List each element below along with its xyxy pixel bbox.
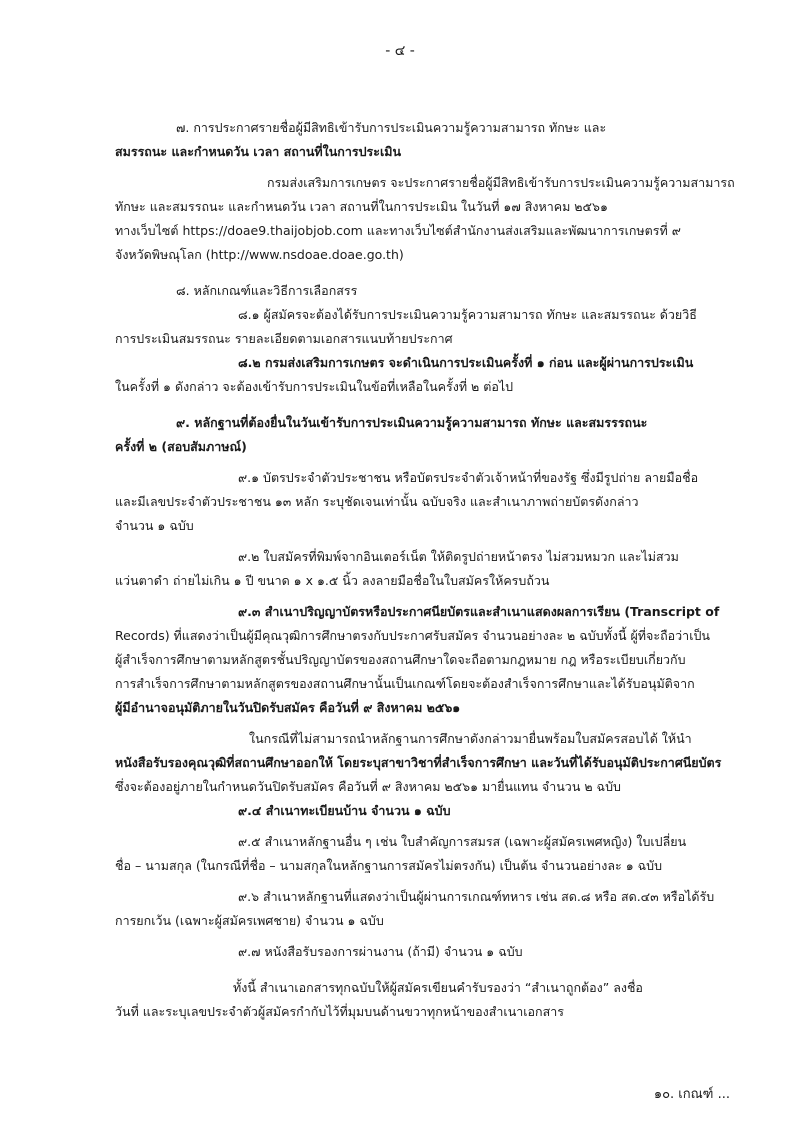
section-7-text: กรมส่งเสริมการเกษตร จะประกาศรายชื่อผู้มีสิทธิเข้ารับการประเมินความรู้ความสามารถ	[267, 175, 735, 190]
section-7-heading: ๗. การประกาศรายชื่อผู้มีสิทธิเข้ารับการประเมินความรู้ความสามารถ ทักษะ และ	[176, 120, 607, 135]
item-9-6: ๙.๖ สำเนาหลักฐานที่แสดงว่าเป็นผู้ผ่านการเกณฑ์ทหาร เช่น สด.๘ หรือ สด.๔๓ หรือได้รับ	[238, 889, 715, 904]
item-9-3-cont: Records) ที่แสดงว่าเป็นผู้มีคุณวุฒิการศึกษาตรงกับประกาศรับสมัคร จำนวนอย่างละ ๒ ฉบับทั้งนี้ ผู้ที่จะถือว่าเป็น	[115, 628, 710, 643]
item-9-5-cont: ชื่อ – นามสกุล (ในกรณีที่ชื่อ – นามสกุลในหลักฐานการสมัครไม่ตรงกัน) เป็นต้น จำนวนอย่างละ ๑ ฉบับ	[115, 858, 662, 873]
item-8-2: ๘.๒ กรมส่งเสริมการเกษตร จะดำเนินการประเมินครั้งที่ ๑ ก่อน และผู้ผ่านการประเมิน	[238, 355, 694, 370]
section-9-heading-cont: ครั้งที่ ๒ (สอบสัมภาษณ์)	[115, 439, 247, 454]
item-9-3-note-cont: หนังสือรับรองคุณวุฒิที่สถานศึกษาออกให้ โดยระบุสาขาวิชาที่สำเร็จการศึกษา และวันที่ได้รับอนุมัติประกาศนียบัตร	[115, 755, 722, 770]
section-9-heading: ๙. หลักฐานที่ต้องยื่นในวันเข้ารับการประเมินความรู้ความสามารถ ทักษะ และสมรรรถนะ	[176, 415, 648, 430]
item-9-1-cont: และมีเลขประจำตัวประชาชน ๑๓ หลัก ระบุชัดเจนเท่านั้น ฉบับจริง และสำเนาภาพถ่ายบัตรดังกล่าว	[115, 494, 639, 509]
section-7-text: ทางเว็บไซต์ https://doae9.thaijobjob.com และทางเว็บไซต์สำนักงานส่งเสริมและพัฒนาการเกษตรที่ ๙	[115, 223, 681, 238]
item-9-1-cont: จำนวน ๑ ฉบับ	[115, 518, 194, 533]
next-page-footer: ๑๐. เกณฑ์ ...	[653, 1087, 730, 1102]
document-body	[115, 116, 735, 1024]
section-7-text: จังหวัดพิษณุโลก (http://www.nsdoae.doae.go.th)	[115, 247, 404, 262]
page-number: - ๔ -	[385, 43, 415, 59]
item-9-7: ๙.๗ หนังสือรับรองการผ่านงาน (ถ้ามี) จำนวน ๑ ฉบับ	[238, 944, 523, 959]
item-8-1: ๘.๑ ผู้สมัครจะต้องได้รับการประเมินความรู้ความสามารถ ทักษะ และสมรรถนะ ด้วยวิธี	[238, 307, 697, 322]
closing-note: ทั้งนี้ สำเนาเอกสารทุกฉบับให้ผู้สมัครเขียนคำรับรองว่า “สำเนาถูกต้อง” ลงชื่อ	[233, 980, 643, 995]
item-9-6-cont: การยกเว้น (เฉพาะผู้สมัครเพศชาย) จำนวน ๑ ฉบับ	[115, 913, 384, 928]
item-8-1-cont: การประเมินสมรรถนะ รายละเอียดตามเอกสารแนบท้ายประกาศ	[115, 331, 453, 346]
item-9-3-note: ในกรณีที่ไม่สามารถนำหลักฐานการศึกษาดังกล่าวมายื่นพร้อมใบสมัครสอบได้ ให้นำ	[249, 731, 692, 746]
item-9-3-cont: การสำเร็จการศึกษาตามหลักสูตรของสถานศึกษานั้นเป็นเกณฑ์โดยจะต้องสำเร็จการศึกษาและได้รับอนุมัติจาก	[115, 676, 695, 691]
item-9-1: ๙.๑ บัตรประจำตัวประชาชน หรือบัตรประจำตัวเจ้าหน้าที่ของรัฐ ซึ่งมีรูปถ่าย ลายมือชื่อ	[238, 470, 699, 485]
item-9-2-cont: แว่นตาดำ ถ่ายไม่เกิน ๑ ปี ขนาด ๑ x ๑.๕ นิ้ว ลงลายมือชื่อในใบสมัครให้ครบถ้วน	[115, 573, 550, 588]
item-9-3: ๙.๓ สำเนาปริญญาบัตรหรือประกาศนียบัตรและสำเนาแสดงผลการเรียน (Transcript of	[238, 604, 720, 619]
item-9-5: ๙.๕ สำเนาหลักฐานอื่น ๆ เช่น ใบสำคัญการสมรส (เฉพาะผู้สมัครเพศหญิง) ใบเปลี่ยน	[238, 834, 687, 849]
item-9-3-cont: ผู้สำเร็จการศึกษาตามหลักสูตรชั้นปริญญาบัตรของสถานศึกษาใดจะถือตามกฎหมาย กฎ หรือระเบียบเกี่ยวกับ	[115, 652, 686, 667]
item-9-3-note-cont: ซึ่งจะต้องอยู่ภายในกำหนดวันปิดรับสมัคร คือวันที่ ๙ สิงหาคม ๒๕๖๑ มายื่นแทน จำนวน ๒ ฉบับ	[115, 779, 621, 794]
section-8-heading: ๘. หลักเกณฑ์และวิธีการเลือกสรร	[176, 283, 358, 298]
closing-note-cont: วันที่ และระบุเลขประจำตัวผู้สมัครกำกับไว้ที่มุมบนด้านขวาทุกหน้าของสำเนาเอกสาร	[115, 1004, 564, 1019]
item-8-2-cont: ในครั้งที่ ๑ ดังกล่าว จะต้องเข้ารับการประเมินในข้อที่เหลือในครั้งที่ ๒ ต่อไป	[115, 379, 514, 394]
section-7-heading-cont: สมรรถนะ และกำหนดวัน เวลา สถานที่ในการประเมิน	[115, 144, 402, 159]
item-9-4: ๙.๔ สำเนาทะเบียนบ้าน จำนวน ๑ ฉบับ	[238, 803, 451, 818]
item-9-2: ๙.๒ ใบสมัครที่พิมพ์จากอินเตอร์เน็ต ให้ติดรูปถ่ายหน้าตรง ไม่สวมหมวก และไม่สวม	[238, 549, 679, 564]
section-7-text: ทักษะ และสมรรถนะ และกำหนดวัน เวลา สถานที่ในการประเมิน ในวันที่ ๑๗ สิงหาคม ๒๕๖๑	[115, 199, 608, 214]
item-9-3-cont: ผู้มีอำนาจอนุมัติภายในวันปิดรับสมัคร คือวันที่ ๙ สิงหาคม ๒๕๖๑	[115, 700, 461, 715]
